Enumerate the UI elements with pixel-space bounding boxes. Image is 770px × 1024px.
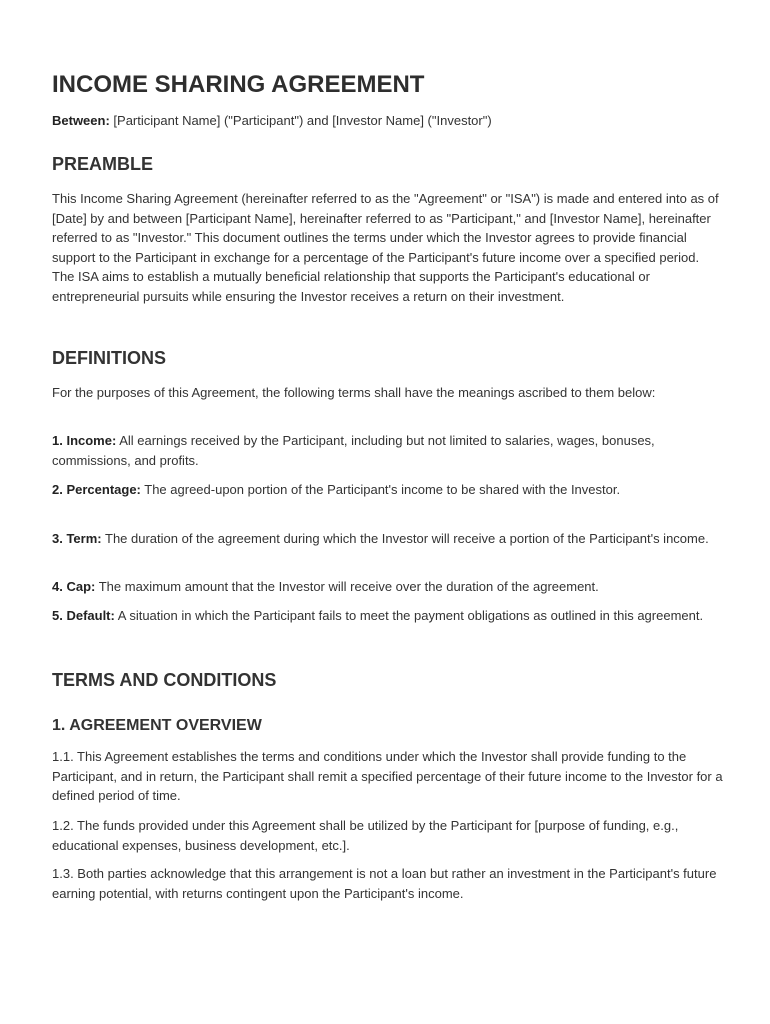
definition-term: 3. Term:: [52, 531, 102, 546]
definition-term: 5. Default:: [52, 608, 115, 623]
definition-text: The agreed-upon portion of the Participant's income to be shared with the Investor.: [144, 482, 621, 497]
between-text: [Participant Name] ("Participant") and [Investor Name] ("Investor"): [113, 113, 492, 128]
between-line: [52, 111, 724, 131]
definition-text: The maximum amount that the Investor will receive over the duration of the agreement.: [98, 579, 599, 594]
section-1-heading: 1. AGREEMENT OVERVIEW: [52, 717, 262, 734]
definition-item: [52, 606, 724, 626]
definition-item: [52, 431, 724, 470]
definition-item: [52, 529, 724, 549]
preamble-heading: PREAMBLE: [52, 154, 154, 174]
definition-item: [52, 480, 724, 500]
clause-1-3: 1.3. Both parties acknowledge that this arrangement is not a loan but rather an investment in the Participant's future earning potential, with returns contingent upon the Participant's income.: [52, 866, 717, 901]
definitions-heading: DEFINITIONS: [52, 348, 167, 368]
clause-1-2: 1.2. The funds provided under this Agreement shall be utilized by the Participant for [purpose of funding, e.g., educational expenses, business development, etc.].: [52, 818, 679, 853]
terms-heading: TERMS AND CONDITIONS: [52, 670, 277, 690]
between-label: Between:: [52, 113, 110, 128]
definition-text: A situation in which the Participant fails to meet the payment obligations as outlined in this agreement.: [117, 608, 704, 623]
document-title: INCOME SHARING AGREEMENT: [52, 71, 425, 98]
clause-1-1: 1.1. This Agreement establishes the terms and conditions under which the Investor shall provide funding to the Participant, and in return, the Participant shall remit a specified percentage of their future income to the Investor for a defined period of time.: [52, 749, 723, 803]
definition-text: All earnings received by the Participant, including but not limited to salaries, wages, bonuses, commissions, and profits.: [52, 433, 655, 468]
definition-term: 1. Income:: [52, 433, 117, 448]
definition-term: 2. Percentage:: [52, 482, 141, 497]
definition-item: [52, 577, 724, 597]
definitions-intro: For the purposes of this Agreement, the following terms shall have the meanings ascribed to them below:: [52, 385, 656, 400]
definition-text: The duration of the agreement during which the Investor will receive a portion of the Participant's income.: [105, 531, 709, 546]
definition-term: 4. Cap:: [52, 579, 96, 594]
preamble-text: This Income Sharing Agreement (hereinafter referred to as the "Agreement" or "ISA") is made and entered into as of [Date] by and between [Participant Name], hereinafter referred to as "Participant," and [Investor Name], hereinafter referred to as "Investor." This document outlines the terms under which the Investor agrees to provide financial support to the Participant in exchange for a percentage of the Participant's future income over a specified period. The ISA aims to establish a mutually beneficial relationship that supports the Participant's educational or entrepreneurial pursuits while ensuring the Investor receives a return on their investment.: [52, 191, 719, 304]
